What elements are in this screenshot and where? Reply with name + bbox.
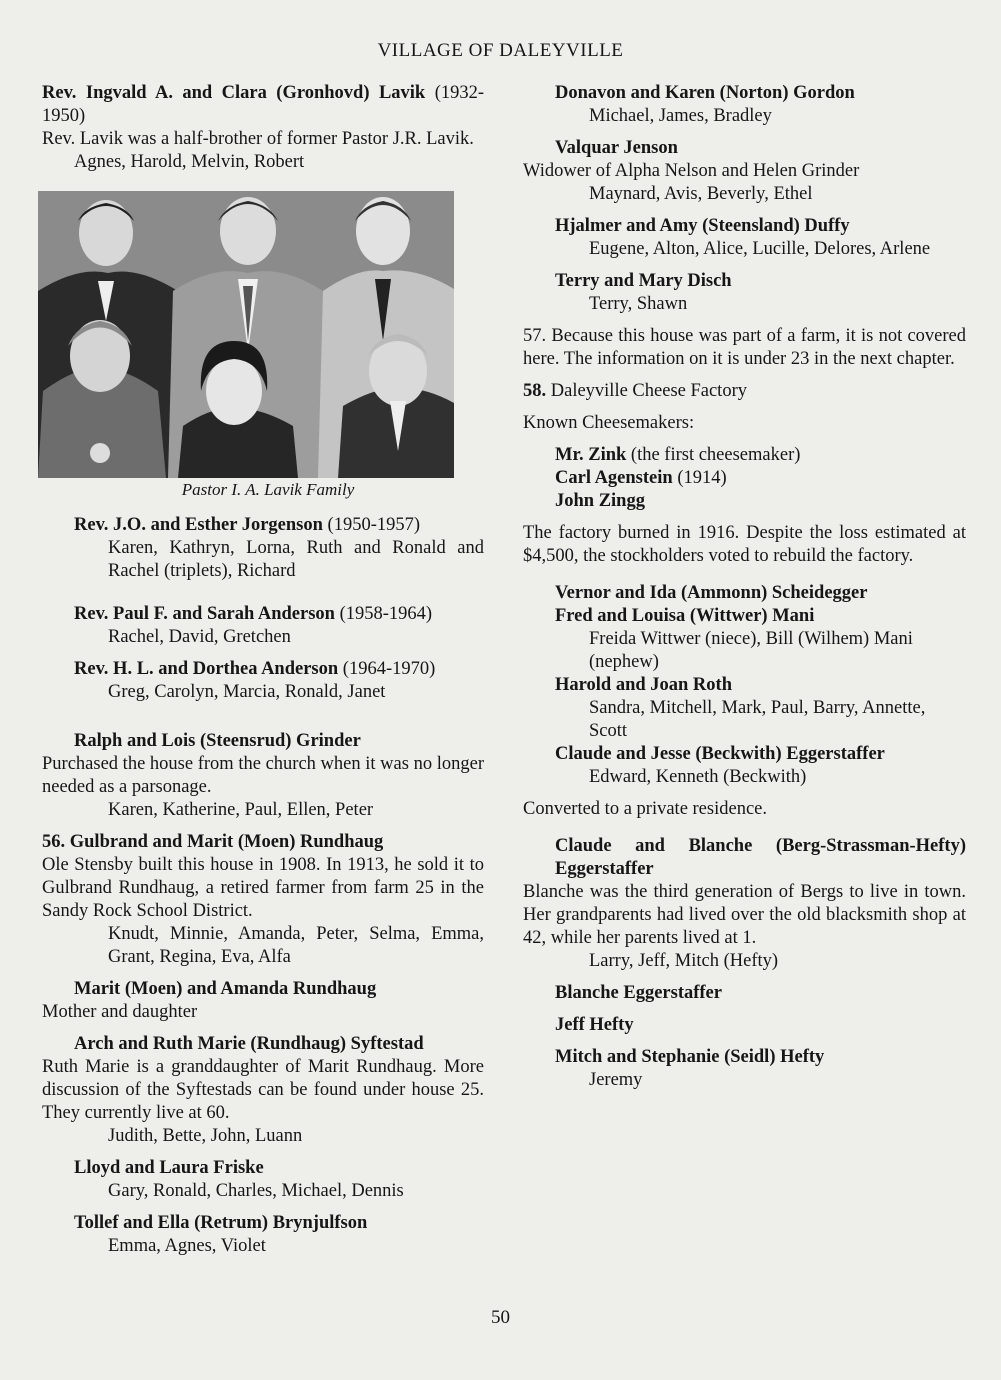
syftestad-name: Arch and Ruth Marie (Rundhaug) Syftestad [74,1034,424,1054]
syftestad-children: Judith, Bette, John, Luann [108,1126,303,1146]
family-photo [38,191,454,478]
left-column [42,82,484,1258]
lavik-note: Rev. Lavik was a half-brother of former Pastor J.R. Lavik. [42,129,474,149]
grinder-note: Purchased the house from the church when it was no longer needed as a parsonage. [42,754,484,797]
syftestad-note: Ruth Marie is a granddaughter of Marit Rundhaug. More discussion of the Syftestads can be found under house 25. They currently live at 60. [42,1057,484,1123]
house-58-number: 58. [523,381,547,401]
mitch-name: Mitch and Stephanie (Seidl) Hefty [555,1047,825,1067]
cheesemaker-zingg: John Zingg [555,491,645,511]
lavik-children: Agnes, Harold, Melvin, Robert [74,152,305,172]
running-header: VILLAGE OF DALEYVILLE [377,40,624,61]
friske-name: Lloyd and Laura Friske [74,1158,264,1178]
roth-children: Sandra, Mitchell, Mark, Paul, Barry, Annette, Scott [589,698,926,741]
converted-note: Converted to a private residence. [523,799,767,819]
gordon-name: Donavon and Karen (Norton) Gordon [555,83,855,103]
mani-children: Freida Wittwer (niece), Bill (Wilhem) Mani (nephew) [589,629,913,672]
scheidegger-name: Vernor and Ida (Ammonn) Scheidegger [555,583,868,603]
marit-note: Mother and daughter [42,1002,198,1022]
friske-children: Gary, Ronald, Charles, Michael, Dennis [108,1181,404,1201]
lavik-name: Rev. Ingvald A. and Clara (Gronhovd) Lavik [42,83,426,103]
duffy-name: Hjalmer and Amy (Steensland) Duffy [555,216,850,236]
photo-caption: Pastor I. A. Lavik Family [181,480,355,499]
brynjulfson-name: Tollef and Ella (Retrum) Brynjulfson [74,1213,368,1233]
mitch-children: Jeremy [589,1070,643,1090]
mani-name: Fred and Louisa (Wittwer) Mani [555,606,815,626]
paul-name: Rev. Paul F. and Sarah Anderson [74,604,335,624]
disch-children: Terry, Shawn [589,294,688,314]
house-56-title: 56. Gulbrand and Marit (Moen) Rundhaug [42,832,384,852]
blanche-children: Larry, Jeff, Mitch (Hefty) [589,951,779,971]
hl-children: Greg, Carolyn, Marcia, Ronald, Janet [108,682,386,702]
house-56-text: Ole Stensby built this house in 1908. In 1913, he sold it to Gulbrand Rundhaug, a retired farmer from farm 25 in the Sandy Rock School District. [42,855,484,921]
gordon-children: Michael, James, Bradley [589,106,772,126]
entry-paul-anderson [42,603,484,626]
known-cheesemakers-label: Known Cheesemakers: [523,413,695,433]
beckwith-name: Claude and Jesse (Beckwith) Eggerstaffer [555,744,885,764]
roth-name: Harold and Joan Roth [555,675,732,695]
right-column [523,82,966,1092]
jorgenson-children: Karen, Kathryn, Lorna, Ruth and Ronald and Rachel (triplets), Richard [108,538,484,581]
blanche-name: Blanche Eggerstaffer [555,983,722,1003]
house-58-title [523,380,966,403]
entry-jorgenson [42,514,484,537]
house-58-name: Daleyville Cheese Factory [550,381,747,401]
paul-children: Rachel, David, Gretchen [108,627,291,647]
blanche-couple-name: Claude and Blanche (Berg-Strassman-Hefty) Eggerstaffer [555,836,966,879]
cheesemaker-zink: Mr. Zink (the first cheesemaker) [555,445,801,465]
duffy-children: Eugene, Alton, Alice, Lucille, Delores, Arlene [589,239,931,259]
entry-hl-anderson [42,658,484,681]
jenson-children: Maynard, Avis, Beverly, Ethel [589,184,813,204]
blanche-note: Blanche was the third generation of Bergs to live in town. Her grandparents had lived over the old blacksmith shop at 42, while her parents lived at 1. [523,882,966,948]
grinder-children: Karen, Katherine, Paul, Ellen, Peter [108,800,374,820]
brynjulfson-children: Emma, Agnes, Violet [108,1236,266,1256]
grinder-name: Ralph and Lois (Steensrud) Grinder [74,731,361,751]
hl-name: Rev. H. L. and Dorthea Anderson [74,659,339,679]
jenson-name: Valquar Jenson [555,138,678,158]
jenson-note: Widower of Alpha Nelson and Helen Grinder [523,161,860,181]
page-number: 50 [491,1307,510,1328]
house-57-text: 57. Because this house was part of a farm, it is not covered here. The information on it is under 23 in the next chapter. [523,326,966,369]
paul-years: (1958-1964) [339,604,433,624]
hl-years: (1964-1970) [342,659,436,679]
jeff-name: Jeff Hefty [555,1015,634,1035]
entry-lavik [42,82,484,128]
marit-name: Marit (Moen) and Amanda Rundhaug [74,979,377,999]
factory-text: The factory burned in 1916. Despite the loss estimated at $4,500, the stockholders voted to rebuild the factory. [523,523,966,566]
beckwith-children: Edward, Kenneth (Beckwith) [589,767,807,787]
house-56-children: Knudt, Minnie, Amanda, Peter, Selma, Emma, Grant, Regina, Eva, Alfa [108,924,484,967]
jorgenson-name: Rev. J.O. and Esther Jorgenson [74,515,323,535]
lavik-years: (1932-1950) [42,83,485,126]
disch-name: Terry and Mary Disch [555,271,732,291]
jorgenson-years: (1950-1957) [327,515,421,535]
cheesemaker-agenstein: Carl Agenstein (1914) [555,468,727,488]
